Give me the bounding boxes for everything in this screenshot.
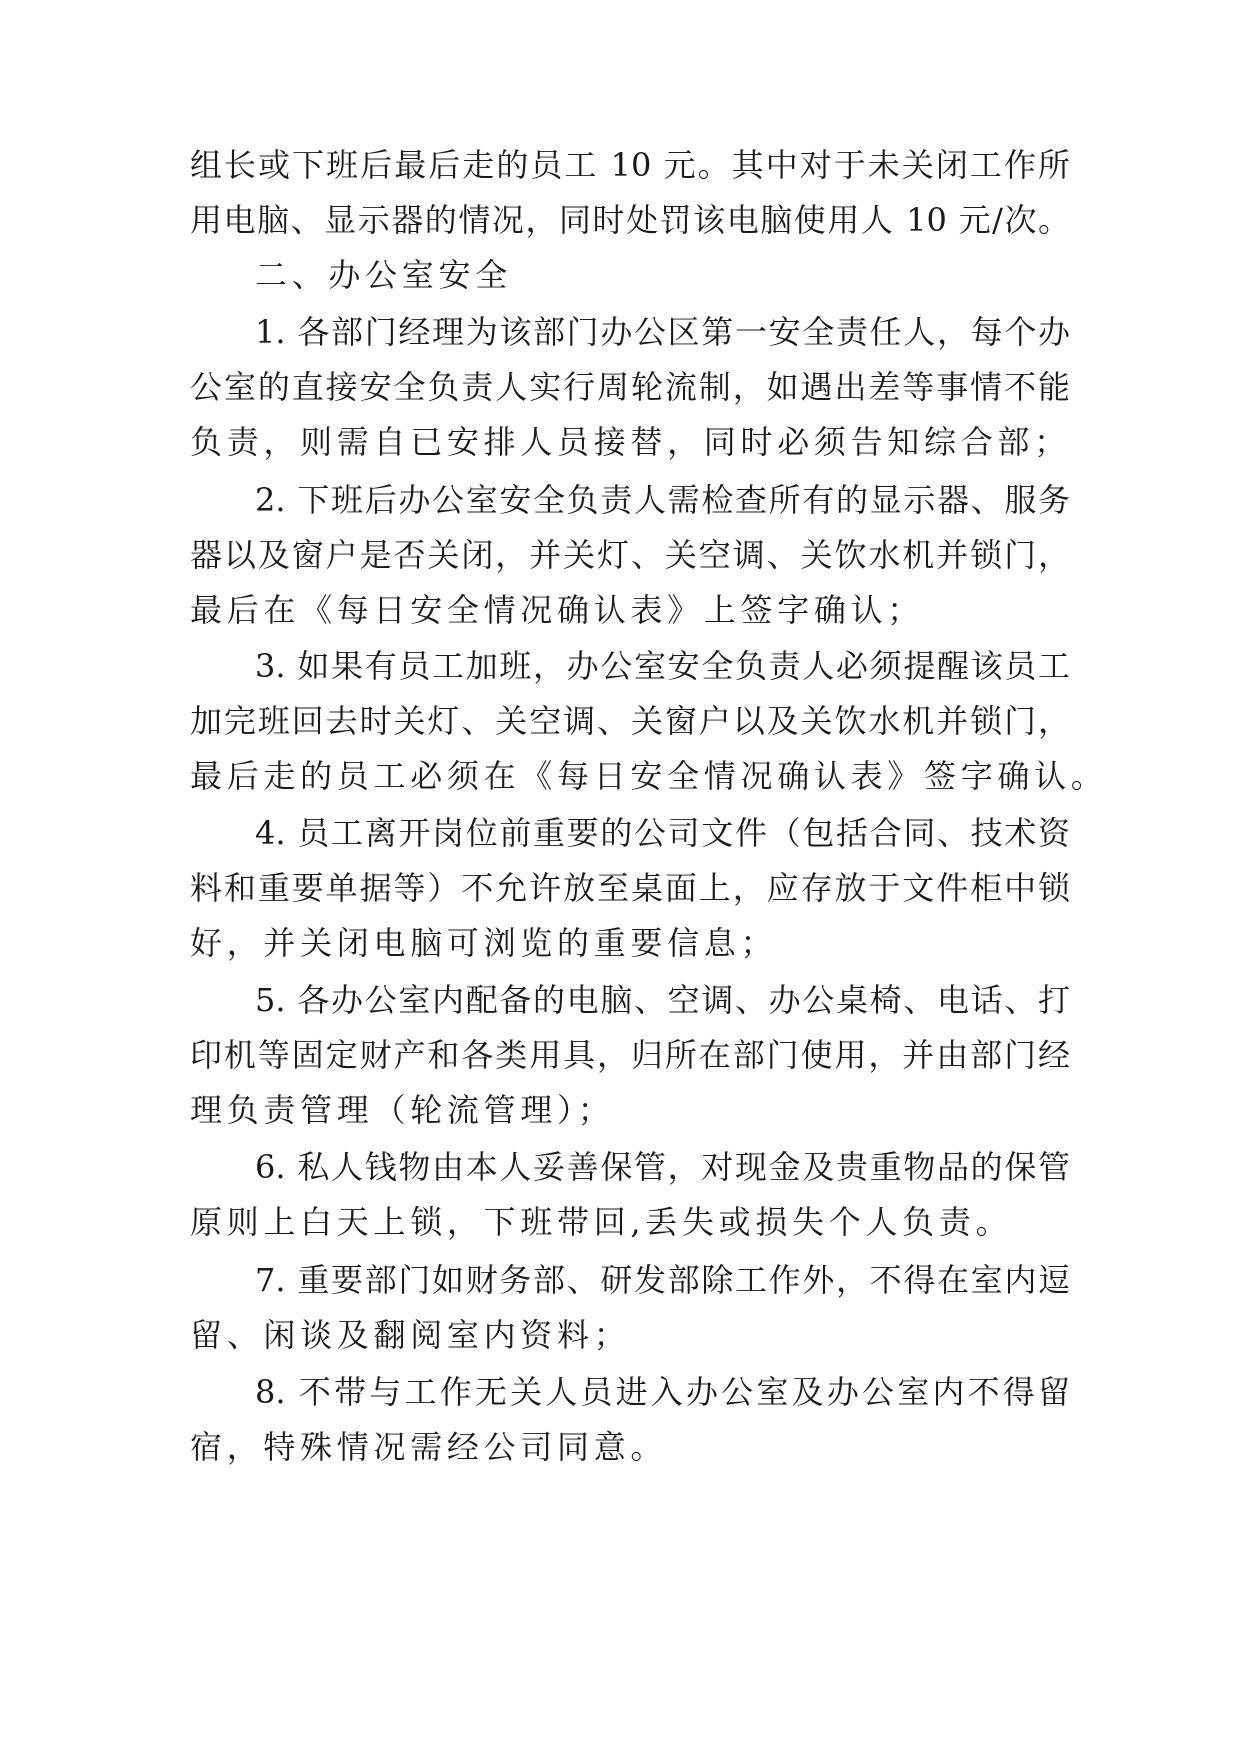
list-item-7-line: 7. 重要部门如财务部、研发部除工作外，不得在室内逗 [255, 1261, 1070, 1299]
body-line: 留、闲谈及翻阅室内资料； [190, 1316, 631, 1354]
body-line: 宿，特殊情况需经公司同意。 [190, 1428, 668, 1466]
body-line: 最后在《每日安全情况确认表》上签字确认； [190, 591, 925, 629]
body-line: 加完班回去时关灯、关空调、关窗户以及关饮水机并锁门， [190, 702, 1070, 740]
list-item-5-line: 5. 各办公室内配备的电脑、空调、办公桌椅、电话、打 [255, 981, 1070, 1019]
body-line: 负责，则需自已安排人员接替，同时必须告知综合部； [190, 423, 1071, 461]
body-line: 组长或下班后最后走的员工 10 元。其中对于未关闭工作所 [190, 146, 1070, 184]
list-item-6-line: 6. 私人钱物由本人妥善保管，对现金及贵重物品的保管 [255, 1148, 1070, 1186]
body-line: 好，并关闭电脑可浏览的重要信息； [190, 924, 778, 962]
list-item-2-line: 2. 下班后办公室安全负责人需检查所有的显示器、服务 [255, 481, 1070, 519]
body-line: 原则上白天上锁，下班带回,丢失或损失个人负责。 [190, 1203, 1013, 1241]
body-line: 器以及窗户是否关闭，并关灯、关空调、关饮水机并锁门， [190, 536, 1070, 574]
body-line: 最后走的员工必须在《每日安全情况确认表》签字确认。 [190, 757, 1108, 795]
list-item-4-line: 4. 员工离开岗位前重要的公司文件（包括合同、技术资 [255, 814, 1070, 852]
body-line: 印机等固定财产和各类用具，归所在部门使用，并由部门经 [190, 1036, 1070, 1074]
list-item-8-line: 8. 不带与工作无关人员进入办公室及办公室内不得留 [255, 1373, 1070, 1411]
list-item-3-line: 3. 如果有员工加班，办公室安全负责人必须提醒该员工 [255, 647, 1070, 685]
body-line: 料和重要单据等）不允许放至桌面上，应存放于文件柜中锁 [190, 869, 1070, 907]
list-item-1-line: 1. 各部门经理为该部门办公区第一安全责任人，每个办 [255, 313, 1070, 351]
body-line: 公室的直接安全负责人实行周轮流制，如遇出差等事情不能 [190, 368, 1070, 406]
body-line: 用电脑、显示器的情况，同时处罚该电脑使用人 10 元/次。 [190, 201, 1070, 239]
section-heading: 二、办公室安全 [255, 256, 512, 294]
body-line: 理负责管理（轮流管理）； [190, 1091, 615, 1129]
